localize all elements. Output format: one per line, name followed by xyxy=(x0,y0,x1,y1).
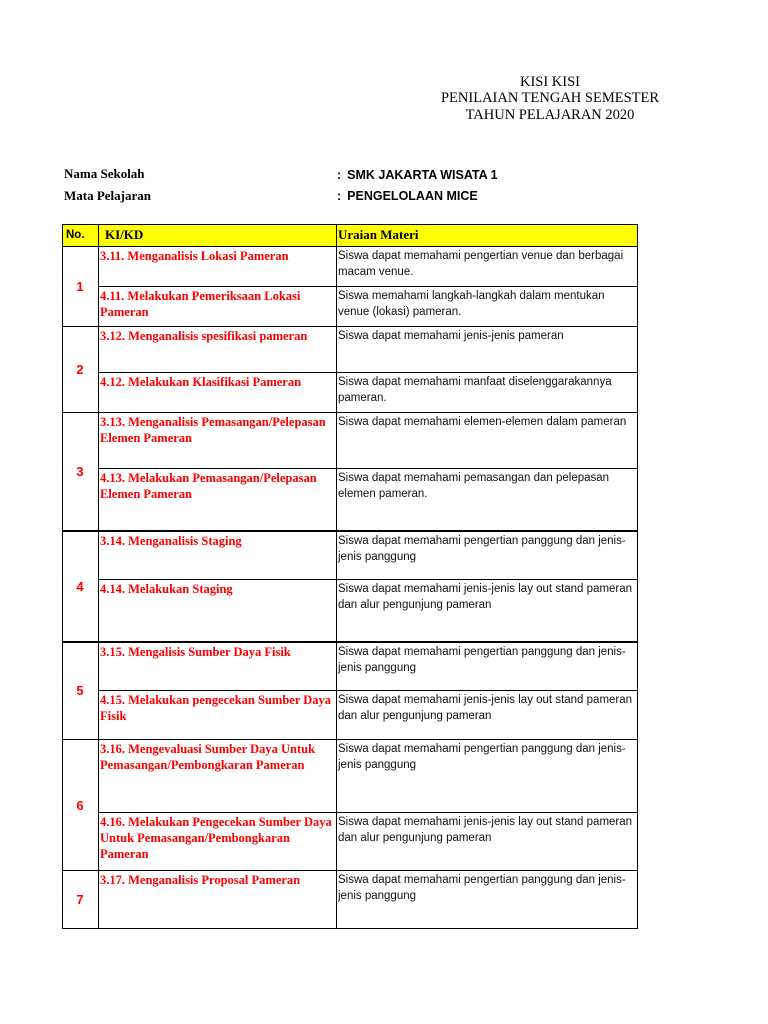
uraian-cell: Siswa dapat memahami pengertian panggung dan jenis-jenis panggung xyxy=(337,871,638,929)
uraian-cell: Siswa dapat memahami pengertian venue dan berbagai macam venue. xyxy=(337,247,638,287)
uraian-cell: Siswa dapat memahami jenis-jenis lay out stand pameran dan alur pengunjung pameran xyxy=(337,580,638,642)
kisi-kisi-table xyxy=(62,224,638,929)
kikd-cell: 3.13. Menganalisis Pemasangan/Pelepasan Elemen Pameran xyxy=(99,413,337,469)
row-number: 5 xyxy=(63,642,99,740)
uraian-cell: Siswa dapat memahami pengertian panggung dan jenis-jenis panggung xyxy=(337,740,638,813)
row-number: 2 xyxy=(63,327,99,413)
uraian-cell: Siswa dapat memahami pengertian panggung dan jenis-jenis panggung xyxy=(337,531,638,580)
table-row xyxy=(63,740,638,813)
table-row xyxy=(63,287,638,327)
table-row xyxy=(63,469,638,531)
school-colon: : xyxy=(337,168,342,182)
row-number: 3 xyxy=(63,413,99,531)
subject-value-row xyxy=(337,189,478,203)
kikd-cell: 3.12. Menganalisis spesifikasi pameran xyxy=(99,327,337,373)
table-row xyxy=(63,813,638,871)
row-number: 4 xyxy=(63,531,99,642)
kikd-cell: 3.14. Menganalisis Staging xyxy=(99,531,337,580)
row-number: 6 xyxy=(63,740,99,871)
kikd-cell: 4.14. Melakukan Staging xyxy=(99,580,337,642)
table-row xyxy=(63,373,638,413)
header-no: No. xyxy=(63,225,99,247)
uraian-cell: Siswa dapat memahami pengertian panggung dan jenis-jenis panggung xyxy=(337,642,638,691)
table-row xyxy=(63,327,638,373)
subject-label: Mata Pelajaran xyxy=(64,188,152,203)
uraian-cell: Siswa memahami langkah-langkah dalam mentukan venue (lokasi) pameran. xyxy=(337,287,638,327)
document-title-line3: TAHUN PELAJARAN 2020 xyxy=(465,107,635,123)
school-label: Nama Sekolah xyxy=(64,166,145,181)
kikd-cell: 3.16. Mengevaluasi Sumber Daya Untuk Pemasangan/Pembongkaran Pameran xyxy=(99,740,337,813)
document-title-line1: KISI KISI xyxy=(519,74,580,90)
header-uraian: Uraian Materi xyxy=(337,225,638,247)
kikd-cell: 3.15. Mengalisis Sumber Daya Fisik xyxy=(99,642,337,691)
table-row xyxy=(63,413,638,469)
table-row xyxy=(63,871,638,929)
table-row xyxy=(63,531,638,580)
document-title-line2: PENILAIAN TENGAH SEMESTER xyxy=(440,90,660,106)
school-value: SMK JAKARTA WISATA 1 xyxy=(347,168,498,182)
school-value-row xyxy=(337,168,498,182)
kikd-cell: 4.12. Melakukan Klasifikasi Pameran xyxy=(99,373,337,413)
table-body xyxy=(63,247,638,929)
uraian-cell: Siswa dapat memahami pemasangan dan pelepasan elemen pameran. xyxy=(337,469,638,531)
table-row xyxy=(63,580,638,642)
row-number: 1 xyxy=(63,247,99,327)
subject-value: PENGELOLAAN MICE xyxy=(347,189,478,203)
row-number: 7 xyxy=(63,871,99,929)
table-row xyxy=(63,642,638,691)
table-header-row xyxy=(63,225,638,247)
kikd-cell: 3.17. Menganalisis Proposal Pameran xyxy=(99,871,337,929)
uraian-cell: Siswa dapat memahami manfaat diselenggarakannya pameran. xyxy=(337,373,638,413)
header-kikd: KI/KD xyxy=(99,225,337,247)
kikd-cell: 4.16. Melakukan Pengecekan Sumber Daya Untuk Pemasangan/Pembongkaran Pameran xyxy=(99,813,337,871)
uraian-cell: Siswa dapat memahami jenis-jenis lay out stand pameran dan alur pengunjung pameran xyxy=(337,813,638,871)
table-row xyxy=(63,247,638,287)
uraian-cell: Siswa dapat memahami jenis-jenis pameran xyxy=(337,327,638,373)
uraian-cell: Siswa dapat memahami elemen-elemen dalam pameran xyxy=(337,413,638,469)
table-row xyxy=(63,691,638,740)
uraian-cell: Siswa dapat memahami jenis-jenis lay out stand pameran dan alur pengunjung pameran xyxy=(337,691,638,740)
kikd-cell: 4.15. Melakukan pengecekan Sumber Daya Fisik xyxy=(99,691,337,740)
subject-colon: : xyxy=(337,189,342,203)
kikd-cell: 4.11. Melakukan Pemeriksaan Lokasi Pameran xyxy=(99,287,337,327)
kikd-cell: 3.11. Menganalisis Lokasi Pameran xyxy=(99,247,337,287)
kikd-cell: 4.13. Melakukan Pemasangan/Pelepasan Elemen Pameran xyxy=(99,469,337,531)
